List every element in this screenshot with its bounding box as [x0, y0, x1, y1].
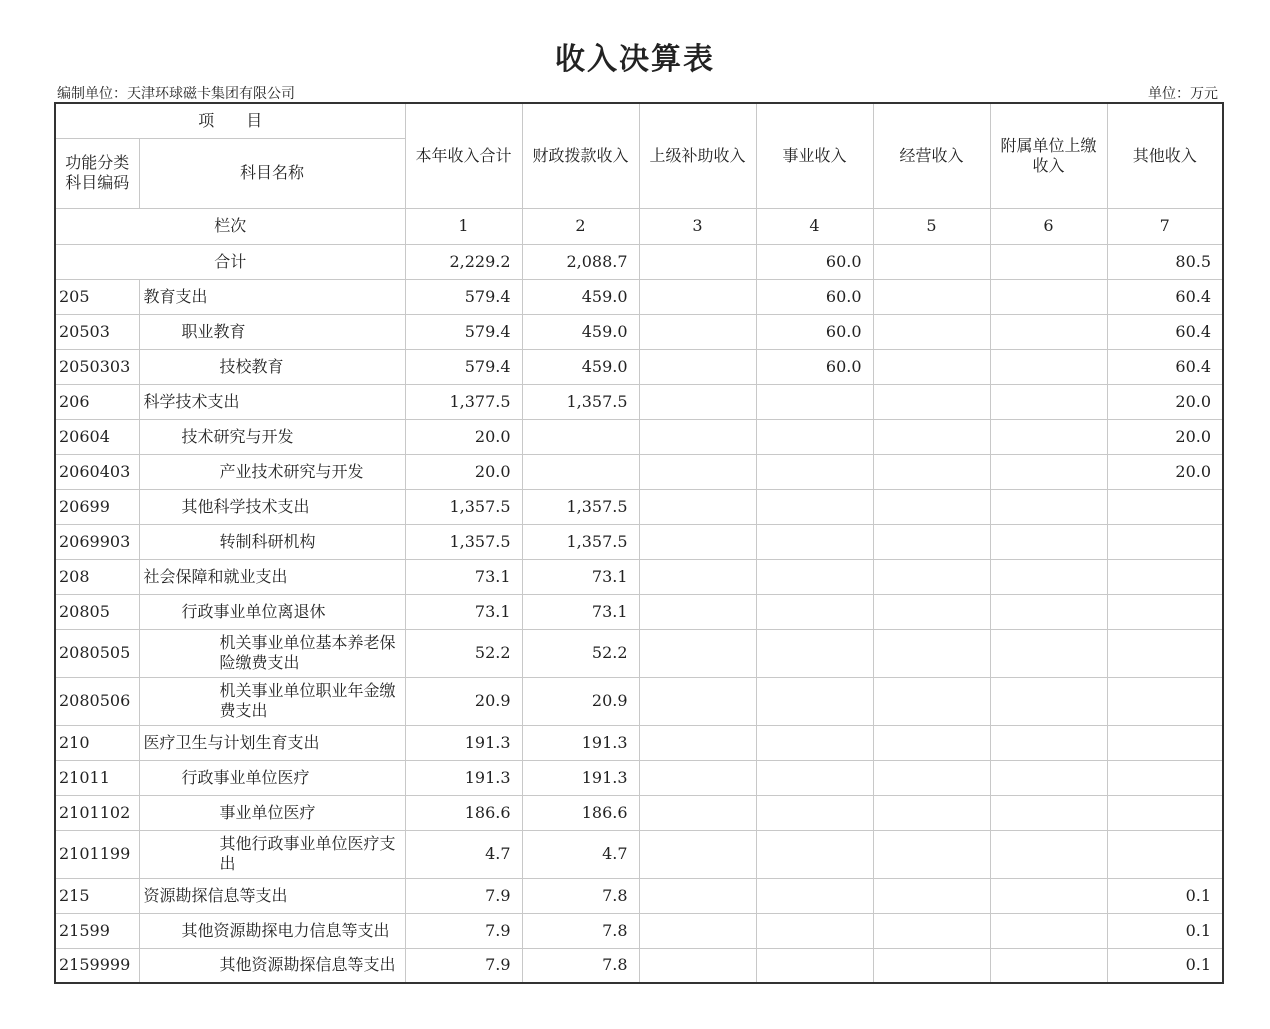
col-number: 6 — [990, 208, 1107, 244]
value-cell: 7.8 — [522, 913, 639, 948]
value-cell: 60.0 — [756, 349, 873, 384]
func-code-cell: 2069903 — [55, 524, 139, 559]
value-cell — [756, 559, 873, 594]
value-cell — [990, 913, 1107, 948]
header-col-3: 上级补助收入 — [639, 103, 756, 208]
table-row — [55, 559, 1223, 594]
value-cell — [639, 760, 756, 795]
subject-name-cell: 行政事业单位离退休 — [139, 594, 405, 629]
value-cell: 191.3 — [405, 725, 522, 760]
table-row — [55, 279, 1223, 314]
func-code-cell: 20805 — [55, 594, 139, 629]
func-code-cell: 20604 — [55, 419, 139, 454]
value-cell: 73.1 — [405, 559, 522, 594]
value-cell — [756, 948, 873, 983]
table-row — [55, 830, 1223, 878]
subject-name-cell: 其他资源勘探电力信息等支出 — [139, 913, 405, 948]
value-cell: 1,357.5 — [522, 524, 639, 559]
value-cell — [639, 419, 756, 454]
value-cell — [873, 830, 990, 878]
subject-name-cell: 技术研究与开发 — [139, 419, 405, 454]
value-cell — [639, 489, 756, 524]
value-cell — [756, 795, 873, 830]
value-cell — [990, 629, 1107, 677]
col-number: 5 — [873, 208, 990, 244]
value-cell — [756, 760, 873, 795]
func-code-cell: 208 — [55, 559, 139, 594]
value-cell — [639, 948, 756, 983]
value-cell — [756, 725, 873, 760]
value-cell — [873, 279, 990, 314]
value-cell — [873, 524, 990, 559]
value-cell: 73.1 — [522, 559, 639, 594]
value-cell: 7.9 — [405, 878, 522, 913]
total-cell: 60.0 — [756, 244, 873, 279]
header-col-5: 经营收入 — [873, 103, 990, 208]
value-cell — [990, 830, 1107, 878]
table-row — [55, 524, 1223, 559]
subject-name-cell: 产业技术研究与开发 — [139, 454, 405, 489]
value-cell — [990, 725, 1107, 760]
value-cell — [522, 419, 639, 454]
value-cell — [639, 830, 756, 878]
value-cell — [873, 948, 990, 983]
value-cell — [639, 878, 756, 913]
value-cell — [639, 913, 756, 948]
value-cell: 579.4 — [405, 314, 522, 349]
value-cell — [522, 454, 639, 489]
header-col-7: 其他收入 — [1107, 103, 1223, 208]
value-cell: 60.4 — [1107, 314, 1223, 349]
table-row — [55, 349, 1223, 384]
value-cell: 459.0 — [522, 349, 639, 384]
value-cell — [639, 594, 756, 629]
value-cell — [639, 384, 756, 419]
func-code-cell: 20699 — [55, 489, 139, 524]
table-row — [55, 795, 1223, 830]
value-cell — [756, 524, 873, 559]
table-row — [55, 419, 1223, 454]
subject-name-cell: 其他科学技术支出 — [139, 489, 405, 524]
func-code-cell: 2080505 — [55, 629, 139, 677]
table-row — [55, 314, 1223, 349]
value-cell — [639, 454, 756, 489]
value-cell: 7.9 — [405, 948, 522, 983]
table-row — [55, 948, 1223, 983]
value-cell — [990, 524, 1107, 559]
value-cell: 73.1 — [522, 594, 639, 629]
value-cell: 579.4 — [405, 349, 522, 384]
value-cell — [1107, 830, 1223, 878]
header-subject-name: 科目名称 — [139, 138, 405, 208]
func-code-cell: 21599 — [55, 913, 139, 948]
value-cell — [639, 629, 756, 677]
value-cell: 20.0 — [405, 454, 522, 489]
func-code-cell: 206 — [55, 384, 139, 419]
table-row — [55, 594, 1223, 629]
value-cell — [756, 419, 873, 454]
value-cell — [873, 419, 990, 454]
total-label: 合计 — [55, 244, 405, 279]
header-col-4: 事业收入 — [756, 103, 873, 208]
func-code-cell: 205 — [55, 279, 139, 314]
value-cell — [1107, 677, 1223, 725]
func-code-cell: 215 — [55, 878, 139, 913]
col-number: 4 — [756, 208, 873, 244]
value-cell — [1107, 795, 1223, 830]
total-cell: 2,229.2 — [405, 244, 522, 279]
total-row — [55, 244, 1223, 279]
table-row — [55, 760, 1223, 795]
value-cell: 20.9 — [405, 677, 522, 725]
value-cell — [990, 948, 1107, 983]
value-cell: 4.7 — [522, 830, 639, 878]
value-cell — [990, 594, 1107, 629]
value-cell: 0.1 — [1107, 948, 1223, 983]
value-cell: 0.1 — [1107, 913, 1223, 948]
func-code-cell: 20503 — [55, 314, 139, 349]
subject-name-cell: 技校教育 — [139, 349, 405, 384]
value-cell: 186.6 — [405, 795, 522, 830]
value-cell: 7.8 — [522, 948, 639, 983]
func-code-cell: 2060403 — [55, 454, 139, 489]
value-cell — [873, 795, 990, 830]
table-row — [55, 878, 1223, 913]
value-cell — [756, 384, 873, 419]
value-cell — [1107, 629, 1223, 677]
subject-name-cell: 机关事业单位职业年金缴费支出 — [139, 677, 405, 725]
value-cell: 52.2 — [522, 629, 639, 677]
value-cell — [639, 524, 756, 559]
value-cell — [873, 913, 990, 948]
value-cell — [990, 419, 1107, 454]
value-cell — [873, 629, 990, 677]
func-code-cell: 21011 — [55, 760, 139, 795]
col-number: 2 — [522, 208, 639, 244]
subject-name-cell: 其他行政事业单位医疗支出 — [139, 830, 405, 878]
func-code-cell: 210 — [55, 725, 139, 760]
value-cell — [990, 279, 1107, 314]
value-cell — [639, 559, 756, 594]
value-cell — [873, 489, 990, 524]
income-table — [54, 102, 1224, 984]
value-cell — [1107, 594, 1223, 629]
value-cell — [990, 878, 1107, 913]
value-cell — [639, 314, 756, 349]
value-cell — [990, 559, 1107, 594]
func-code-cell: 2101102 — [55, 795, 139, 830]
value-cell: 579.4 — [405, 279, 522, 314]
org-label: 编制单位：天津环球磁卡集团有限公司 — [57, 86, 295, 102]
value-cell — [756, 830, 873, 878]
value-cell: 191.3 — [522, 725, 639, 760]
table-row — [55, 629, 1223, 677]
total-cell — [639, 244, 756, 279]
value-cell — [873, 314, 990, 349]
value-cell — [873, 384, 990, 419]
value-cell — [873, 725, 990, 760]
col-number: 3 — [639, 208, 756, 244]
subject-name-cell: 机关事业单位基本养老保险缴费支出 — [139, 629, 405, 677]
value-cell — [990, 384, 1107, 419]
value-cell — [990, 314, 1107, 349]
subject-name-cell: 转制科研机构 — [139, 524, 405, 559]
value-cell — [756, 454, 873, 489]
value-cell — [1107, 524, 1223, 559]
value-cell — [756, 594, 873, 629]
subject-name-cell: 教育支出 — [139, 279, 405, 314]
value-cell: 191.3 — [522, 760, 639, 795]
value-cell — [990, 760, 1107, 795]
value-cell: 1,377.5 — [405, 384, 522, 419]
subject-name-cell: 医疗卫生与计划生育支出 — [139, 725, 405, 760]
value-cell — [1107, 559, 1223, 594]
value-cell: 52.2 — [405, 629, 522, 677]
value-cell — [756, 489, 873, 524]
value-cell: 60.0 — [756, 314, 873, 349]
value-cell: 73.1 — [405, 594, 522, 629]
value-cell — [873, 559, 990, 594]
func-code-cell: 2080506 — [55, 677, 139, 725]
value-cell: 1,357.5 — [405, 489, 522, 524]
subject-name-cell: 事业单位医疗 — [139, 795, 405, 830]
subject-name-cell: 其他资源勘探信息等支出 — [139, 948, 405, 983]
col-number: 1 — [405, 208, 522, 244]
value-cell — [873, 349, 990, 384]
value-cell — [990, 454, 1107, 489]
value-cell — [756, 629, 873, 677]
value-cell — [639, 795, 756, 830]
value-cell — [639, 349, 756, 384]
value-cell: 191.3 — [405, 760, 522, 795]
value-cell — [756, 677, 873, 725]
value-cell: 186.6 — [522, 795, 639, 830]
total-cell — [990, 244, 1107, 279]
header-col-2: 财政拨款收入 — [522, 103, 639, 208]
header-col-1: 本年收入合计 — [405, 103, 522, 208]
total-cell: 2,088.7 — [522, 244, 639, 279]
table-row — [55, 384, 1223, 419]
header-func-code: 功能分类科目编码 — [55, 138, 139, 208]
value-cell: 20.0 — [1107, 454, 1223, 489]
subject-name-cell: 行政事业单位医疗 — [139, 760, 405, 795]
value-cell: 459.0 — [522, 314, 639, 349]
table-row — [55, 725, 1223, 760]
value-cell — [873, 677, 990, 725]
subject-name-cell: 社会保障和就业支出 — [139, 559, 405, 594]
table-row — [55, 489, 1223, 524]
value-cell — [990, 349, 1107, 384]
value-cell — [1107, 725, 1223, 760]
value-cell — [873, 760, 990, 795]
value-cell — [639, 279, 756, 314]
subject-name-cell: 资源勘探信息等支出 — [139, 878, 405, 913]
unit-label: 单位：万元 — [1148, 86, 1218, 102]
value-cell: 7.9 — [405, 913, 522, 948]
value-cell — [990, 795, 1107, 830]
value-cell: 20.0 — [1107, 419, 1223, 454]
func-code-cell: 2159999 — [55, 948, 139, 983]
value-cell — [639, 677, 756, 725]
value-cell — [639, 725, 756, 760]
value-cell: 60.0 — [756, 279, 873, 314]
value-cell — [756, 913, 873, 948]
header-col-6: 附属单位上缴收入 — [990, 103, 1107, 208]
value-cell — [873, 878, 990, 913]
value-cell — [990, 489, 1107, 524]
func-code-cell: 2101199 — [55, 830, 139, 878]
page-title: 收入决算表 — [555, 42, 715, 77]
value-cell: 60.4 — [1107, 279, 1223, 314]
table-row — [55, 454, 1223, 489]
subject-name-cell: 科学技术支出 — [139, 384, 405, 419]
header-item: 项 目 — [55, 103, 405, 138]
value-cell — [756, 878, 873, 913]
table-row — [55, 677, 1223, 725]
value-cell: 20.9 — [522, 677, 639, 725]
value-cell: 20.0 — [405, 419, 522, 454]
value-cell: 1,357.5 — [405, 524, 522, 559]
value-cell — [873, 454, 990, 489]
func-code-cell: 2050303 — [55, 349, 139, 384]
value-cell: 60.4 — [1107, 349, 1223, 384]
value-cell: 4.7 — [405, 830, 522, 878]
value-cell — [1107, 760, 1223, 795]
total-cell — [873, 244, 990, 279]
value-cell: 459.0 — [522, 279, 639, 314]
value-cell: 0.1 — [1107, 878, 1223, 913]
row-label: 栏次 — [55, 208, 405, 244]
value-cell — [990, 677, 1107, 725]
value-cell: 7.8 — [522, 878, 639, 913]
subject-name-cell: 职业教育 — [139, 314, 405, 349]
value-cell — [873, 594, 990, 629]
total-cell: 80.5 — [1107, 244, 1223, 279]
value-cell: 20.0 — [1107, 384, 1223, 419]
value-cell: 1,357.5 — [522, 489, 639, 524]
col-number: 7 — [1107, 208, 1223, 244]
value-cell: 1,357.5 — [522, 384, 639, 419]
table-row — [55, 913, 1223, 948]
value-cell — [1107, 489, 1223, 524]
